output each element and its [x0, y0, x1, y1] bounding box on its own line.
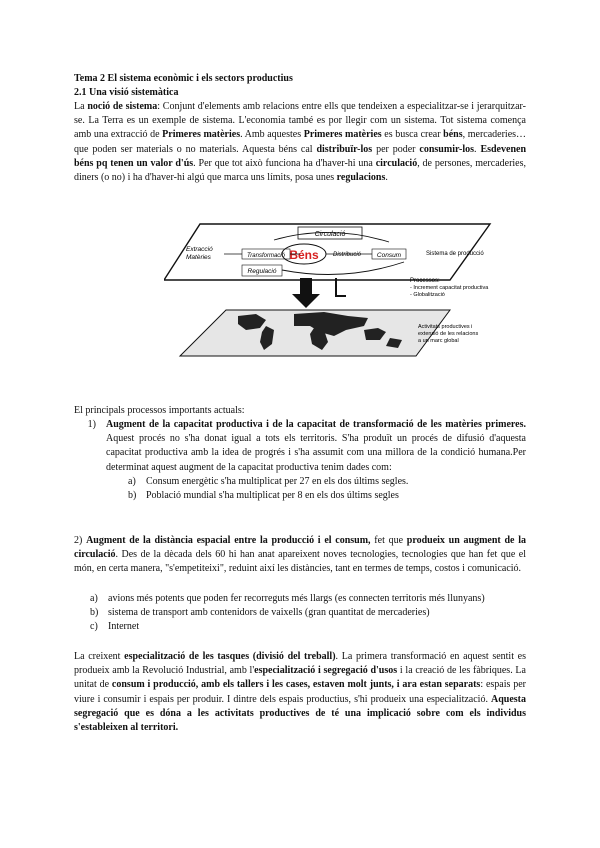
regulation-label: Regulació	[247, 268, 277, 275]
paragraph-distancia: 2) Augment de la distància espacial entre la producció i el consum, fet que produeix un augment de la circulació. Des de la dècada dels 60 hi han anat apareixent noves tecnologies, tecnologies que han fet que el món, en certa manera, "s'empetiteixi", reduint així les distàncies, tant en termes de temps, costos i comunicació.	[74, 535, 526, 575]
process-item-2: - Globalització	[410, 292, 445, 298]
sub-item: c) Internet	[90, 621, 140, 633]
paragraph-especialitzacio: La creixent especialització de les tasques (divisió del treball). La primera transformació en aquest sentit es produeix amb la Revolució Industrial, amb l'especialització i segregació d'usos i la creació de les fàbriques. La unitat de consum i producció, amb els tallers i les cases, estaven molt junts, i ara estan separats: espais per viure i consumir i espais per produir. I dintre dels espais productius, s'hi produeix una especialització. Aquesta segregació que es dóna a les activitats productives de té una implicació sobre com els individus s'estableixen al territori.	[74, 651, 527, 734]
circulation-label: Circulació	[314, 231, 346, 238]
processes-title: Processos:	[410, 278, 440, 284]
down-arrow	[292, 278, 320, 308]
materials-label: Matèries	[186, 254, 211, 261]
process-list-1	[74, 418, 526, 503]
system-diagram	[164, 218, 514, 360]
process-list-2	[74, 592, 526, 635]
sub-item: b) sistema de transport amb contenidors de vaixells (gran quantitat de mercaderies)	[90, 607, 430, 619]
item-text: Augment de la capacitat productiva i de la capacitat de transformació de les matèries primeres. Aquest procés no s'ha donat igual a tots els territoris. S'ha produït un procés de difusió d'aquesta capacitat productiva amb la idea de progrés i s'ha assumit com una millora de la condició humana.Per determinat aquest augment de la capacitat productiva tenim dades com:	[106, 419, 526, 473]
sub-item: a) avions més potents que poden fer recorreguts més llargs (es connecten territoris més llunyans)	[90, 593, 485, 604]
section-subtitle: 2.1 Una visió sistemàtica	[74, 87, 179, 98]
extension-line-1: Activitats productives i	[418, 324, 473, 330]
item-number: 1)	[87, 419, 96, 430]
sub-item: b) Població mundial s'ha multiplicat per 8 en els dos últims segles	[128, 490, 399, 502]
list-item	[74, 418, 526, 475]
goods-label: Béns	[289, 248, 319, 262]
distribution-label: Distribució	[332, 252, 362, 258]
extraction-label: Extracció	[186, 246, 213, 253]
transformation-label: Transformació	[247, 253, 285, 259]
consumption-label: Consum	[376, 252, 402, 259]
paragraph-sistema: La noció de sistema: Conjunt d'elements amb relacions entre ells que tendeixen a especialitzar-se i jerarquitzar-se. La Terra es un exemple de sistema. L'economia també es por llegir com un sistema. Tot sistema comença amb una extracció de Primeres matèries. Amb aquestes Primeres matèries es busca crear béns, mercaderies…que poden ser materials o no materials. Aquesta béns cal distribuïr-los per poder consumir-los. Esdevenen béns pq tenen un valor d'ús. Per que tot això funciona ha d'haver-hi una circulació, de persones, mercaderies, diners (o no) i ha d'haver-hi algú que marca uns límits, posa unes regulacions.	[74, 101, 527, 184]
sub-item: a) Consum energètic s'ha multiplicat per 27 en els dos últims segles.	[128, 475, 409, 487]
processes-intro: El principals processos importants actuals:	[74, 405, 245, 416]
document-title: Tema 2 El sistema econòmic i els sectors productius	[74, 73, 293, 84]
extension-line-2: extensió de les relacions	[418, 331, 479, 337]
system-label: Sistema de producció	[426, 251, 484, 257]
extension-line-3: a un marc global	[418, 338, 459, 344]
process-item-1: - Increment capacitat productiva	[410, 285, 489, 291]
